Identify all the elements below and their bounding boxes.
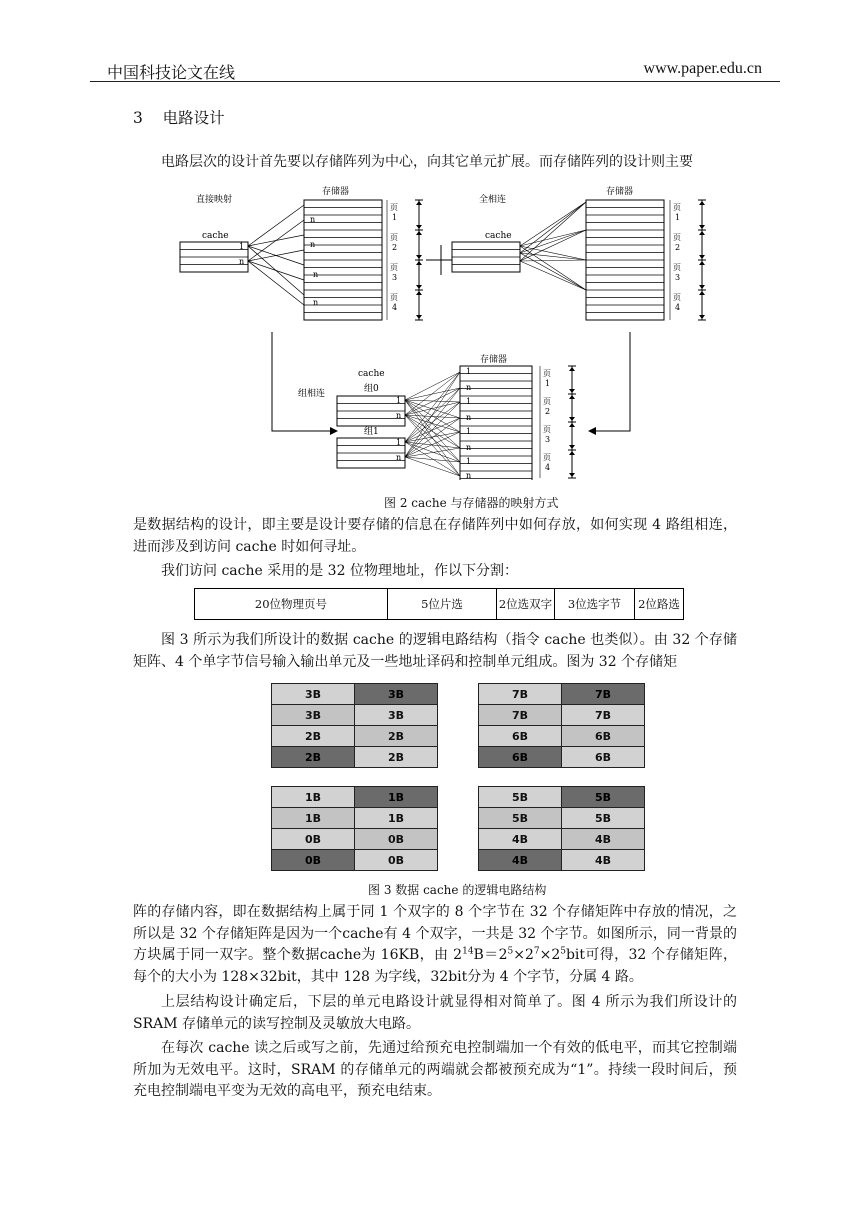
grid-top-left <box>271 683 438 768</box>
paragraph-6: 上层结构设计确定后，下层的单元电路设计就显得相对简单了。图 4 所示为我们所设计的 SRAM 存储单元的读写控制及灵敏放大电路。 <box>133 994 737 1032</box>
page-char: 页 <box>390 263 398 272</box>
mark-label: 1 <box>396 396 402 405</box>
page-arrow <box>416 225 422 229</box>
grid-cell: 5B <box>479 787 562 808</box>
page-number: 1 <box>675 213 681 222</box>
mark-label: n <box>239 257 245 266</box>
field-chip-select: 5位片选 <box>388 589 497 620</box>
page-arrow <box>416 315 422 319</box>
map-line <box>248 205 304 246</box>
grid-cell: 7B <box>562 684 645 705</box>
grid-top-right <box>478 683 645 768</box>
map-line <box>248 246 304 265</box>
mark-label: n <box>466 383 472 392</box>
section-title: 电路设计 <box>162 109 225 127</box>
map-line <box>520 246 586 290</box>
map-line <box>520 230 586 253</box>
memory-label-2: 存储器 <box>606 187 634 197</box>
map-line <box>405 457 460 462</box>
page-arrow <box>416 291 422 295</box>
group1-label: 组1 <box>364 427 379 437</box>
mark-label: n <box>313 270 319 279</box>
page-number: 1 <box>392 213 398 222</box>
page-arrow <box>569 417 575 421</box>
grid-cell: 2B <box>355 726 438 747</box>
paragraph-2: 是数据结构的设计，即主要是设计要存储的信息在存储阵列中如何存放，如何实现 4 路组相连，进而涉及到访问 cache 时如何寻址。 <box>133 517 737 555</box>
cache-label-3: cache <box>358 369 385 379</box>
map-line <box>405 400 460 432</box>
paragraph-7: 在每次 cache 读之后或写之前，先通过给预充电控制端加一个有效的低电平，而其它控制端所加为无效电平。这时，SRAM 的存储单元的两端就会都被预充成为“1”。持续一段时间后，预充电控制端电平变为无效的高电平，预充电结束。 <box>133 1040 737 1099</box>
page-number: 1 <box>545 379 551 388</box>
direct-page-scale <box>387 200 423 320</box>
map-line <box>520 261 586 290</box>
page-char: 页 <box>543 397 551 406</box>
grid-cell: 4B <box>479 850 562 871</box>
mark-label: 1 <box>239 242 245 251</box>
grid-cell: 3B <box>272 705 355 726</box>
page-arrow <box>569 367 575 371</box>
grid-cell: 1B <box>272 808 355 829</box>
header-left: 中国科技论文在线 <box>107 63 236 82</box>
paragraph-4: 图 3 所示为我们所设计的数据 cache 的逻辑电路结构（指令 cache 也类似）。由 32 个存储矩阵、4 个单字节信号输入输出单元及一些地址译码和控制单元组成。图为 32 个存储矩 <box>133 632 737 670</box>
mark-label: n <box>396 453 402 462</box>
grid-cell: 0B <box>272 850 355 871</box>
page-number: 2 <box>675 243 681 252</box>
map-line <box>520 253 586 290</box>
paragraph-5: 阵的存储内容，即在数据结构上属于同 1 个双字的 8 个字节在 32 个存储矩阵中存放的情况，之所以是 32 个存储矩阵是因为一个cache有 4 个双字，一共是 32 个字节。如图所示，同一背景的方块属于同一双字。整个数据cache为 16KB，由 $2^{14}B=2^5\times 2^7\times 2^5bit$可得，32 个存储矩阵，每个的大小为 128×32bit，其中 128 为字线，32bit分为 4 个字节，分属 4 路。 <box>133 904 737 985</box>
grid-cell: 0B <box>355 829 438 850</box>
set-page-scale <box>540 366 576 478</box>
field-dword-select: 2位选双字 <box>497 589 555 620</box>
page-char: 页 <box>390 233 398 242</box>
grid-cell: 4B <box>562 850 645 871</box>
mark-label: 1 <box>396 438 402 447</box>
page-number: 3 <box>675 273 681 282</box>
page-char: 页 <box>543 453 551 462</box>
grid-cell: 6B <box>562 747 645 768</box>
grid-cell: 6B <box>562 726 645 747</box>
page-arrow <box>699 261 705 265</box>
group0-label: 组0 <box>364 384 379 394</box>
grid-bottom-right <box>478 786 645 871</box>
map-line <box>405 388 460 442</box>
grid-cell: 4B <box>562 829 645 850</box>
set-mapping-lines <box>405 372 460 476</box>
page-arrow <box>416 255 422 259</box>
grid-cell: 3B <box>272 684 355 705</box>
section-heading <box>133 106 225 128</box>
grid-cell: 1B <box>272 787 355 808</box>
map-line <box>405 400 460 476</box>
address-split-table <box>194 588 684 620</box>
grid-cell: 2B <box>272 747 355 768</box>
paragraph-3: 我们访问 cache 采用的是 32 位物理地址，作以下分割： <box>161 563 518 579</box>
mark-label: 1 <box>466 457 472 466</box>
direct-cache-block <box>180 242 248 272</box>
page-char: 页 <box>673 263 681 272</box>
page-number: 3 <box>545 435 551 444</box>
page-arrow <box>569 445 575 449</box>
field-page-number: 20位物理页号 <box>195 589 388 620</box>
header-right: www.paper.edu.cn <box>643 60 762 77</box>
mark-label: n <box>466 413 472 422</box>
page-number: 2 <box>545 407 551 416</box>
map-line <box>248 246 304 295</box>
grid-bottom-left <box>271 786 438 871</box>
page-number: 2 <box>392 243 398 252</box>
mark-label: n <box>466 471 472 480</box>
mark-label: 1 <box>466 367 472 376</box>
page-arrow <box>699 315 705 319</box>
mark-label: n <box>313 298 319 307</box>
cache-label-2: cache <box>485 231 512 241</box>
full-cache-block <box>452 242 520 272</box>
grid-cell: 5B <box>562 787 645 808</box>
map-line <box>248 235 304 246</box>
page-arrow <box>699 231 705 235</box>
page-arrow <box>569 423 575 427</box>
map-line <box>520 230 586 246</box>
page-arrow <box>416 201 422 205</box>
grid-cell: 1B <box>355 787 438 808</box>
page-char: 页 <box>543 425 551 434</box>
mark-label: n <box>310 240 316 249</box>
full-memory-block <box>586 200 664 320</box>
field-way-select: 2位路选 <box>635 589 684 620</box>
map-line <box>248 261 304 305</box>
grid-cell: 2B <box>355 747 438 768</box>
grid-cell: 7B <box>479 684 562 705</box>
grid-cell: 7B <box>479 705 562 726</box>
field-byte-select: 3位选字节 <box>555 589 635 620</box>
direct-mapping-lines <box>248 205 304 305</box>
map-line <box>520 202 586 246</box>
grid-cell: 1B <box>355 808 438 829</box>
figure-2-caption: 图 2 cache 与存储器的映射方式 <box>384 496 559 510</box>
page-char: 页 <box>673 293 681 302</box>
memory-label-1: 存储器 <box>322 187 350 197</box>
page-char: 页 <box>543 369 551 378</box>
page-arrow <box>699 291 705 295</box>
grid-cell: 7B <box>562 705 645 726</box>
grid-cell: 0B <box>355 850 438 871</box>
section-number: 3 <box>133 109 143 127</box>
page-number: 3 <box>392 273 398 282</box>
page-number: 4 <box>675 303 681 312</box>
grid-cell: 6B <box>479 726 562 747</box>
page-char: 页 <box>673 203 681 212</box>
page-char: 页 <box>390 203 398 212</box>
direct-memory-block <box>304 200 382 320</box>
page-char: 页 <box>390 293 398 302</box>
page-number: 4 <box>545 463 551 472</box>
cache-label-1: cache <box>202 231 229 241</box>
grid-cell: 0B <box>272 829 355 850</box>
map-line <box>520 246 586 260</box>
page-arrow <box>569 395 575 399</box>
mark-label: 1 <box>466 427 472 436</box>
page-arrow <box>416 285 422 289</box>
grid-cell: 3B <box>355 684 438 705</box>
mark-label: n <box>466 443 472 452</box>
page-arrow <box>699 225 705 229</box>
page-arrow <box>416 231 422 235</box>
grid-cell: 3B <box>355 705 438 726</box>
fully-associative-label: 全相连 <box>479 195 507 205</box>
memory-label-3: 存储器 <box>480 355 508 365</box>
set-memory-block <box>460 366 532 480</box>
page-arrow <box>416 261 422 265</box>
map-line <box>520 260 586 261</box>
page-arrow <box>569 389 575 393</box>
grid-cell: 5B <box>479 808 562 829</box>
direct-mapping-label: 直接映射 <box>196 195 233 205</box>
grid-cell: 4B <box>479 829 562 850</box>
figure-3-caption: 图 3 数据 cache 的逻辑电路结构 <box>368 883 547 897</box>
mark-label: 1 <box>466 397 472 406</box>
figure-2-diagram <box>0 180 868 480</box>
page-arrow <box>569 473 575 477</box>
page-arrow <box>569 451 575 455</box>
grid-cell: 6B <box>479 747 562 768</box>
full-mapping-lines <box>520 202 586 290</box>
map-line <box>520 202 586 261</box>
mark-label: n <box>396 411 402 420</box>
page-arrow <box>699 285 705 289</box>
full-page-scale <box>670 200 706 320</box>
paragraph-1: 电路层次的设计首先要以存储阵列为中心，向其它单元扩展。而存储阵列的设计则主要 <box>161 154 693 170</box>
page-arrow <box>699 255 705 259</box>
mark-label: n <box>310 215 316 224</box>
page-char: 页 <box>673 233 681 242</box>
page-arrow <box>699 201 705 205</box>
page-number: 4 <box>392 303 398 312</box>
grid-cell: 5B <box>562 808 645 829</box>
grid-cell: 2B <box>272 726 355 747</box>
set-associative-label: 组相连 <box>298 389 326 399</box>
header-rule <box>90 81 780 82</box>
